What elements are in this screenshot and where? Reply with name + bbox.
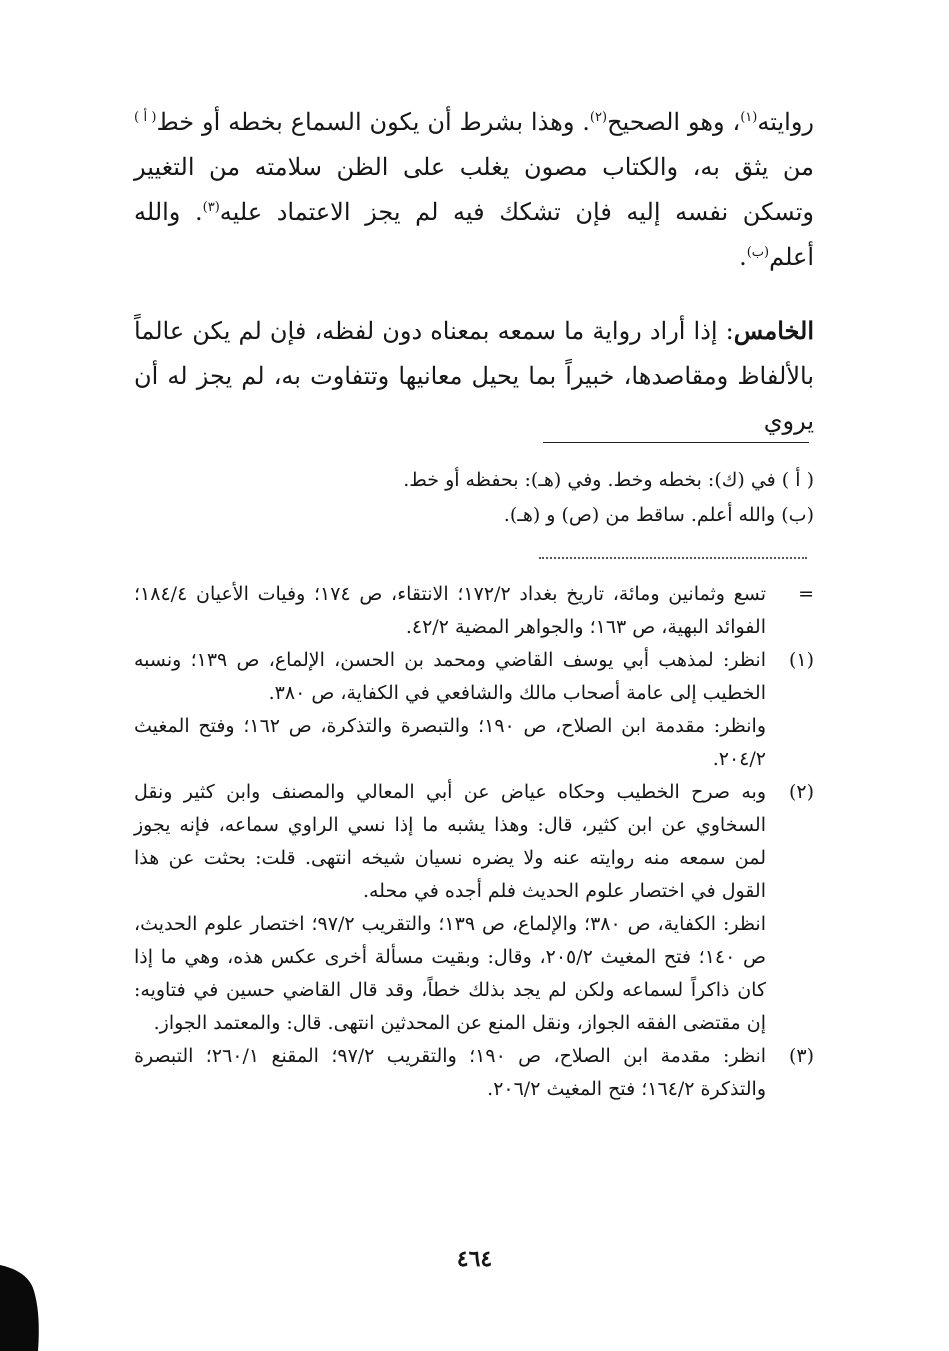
dotted-separator bbox=[539, 557, 807, 559]
variant-ref-a: ( أ ) bbox=[134, 110, 157, 125]
variant-line: (ب) والله أعلم. ساقط من (ص) و (هـ). bbox=[503, 504, 814, 526]
main-text bbox=[134, 100, 814, 444]
footnote-1 bbox=[134, 644, 814, 776]
footnotes bbox=[134, 578, 814, 1106]
text-run: ، وهو الصحيح bbox=[607, 108, 741, 136]
footnote-paragraph: انظر: الكفاية، ص ٣٨٠؛ والإلماع، ص ١٣٩؛ والتقريب ٩٧/٢؛ اختصار علوم الحديث، ص ١٤٠؛ فتح المغيث ٢٠٥/٢، وقال: وبقيت مسألة أخرى عكس هذه، وهي ما إذا كان ذاكراً لسماعه ولكن لم يجد بذلك خطاً، وقد قال القاضي حسين في فتاويه: إن مقتضى الفقه الجواز، ونقل المنع عن المحدثين انتهى. قال: والمعتمد الجواز. bbox=[134, 913, 766, 1034]
text-run: : إذا أراد رواية ما سمعه بمعناه دون لفظه، فإن لم يكن عالماً بالألفاظ ومقاصدها، خبيراً بما يحيل معانيها وتتفاوت به، لم يجز له أن يروي bbox=[134, 317, 814, 435]
footnote-number: (١) bbox=[788, 649, 814, 671]
scan-shadow-edge bbox=[0, 1265, 40, 1351]
main-paragraph-1 bbox=[134, 100, 814, 280]
page-number: ٤٦٤ bbox=[456, 1246, 493, 1272]
footnote-separator-rule bbox=[543, 442, 809, 443]
text-run: روايته bbox=[757, 108, 814, 136]
text-run: . وهذا بشرط أن يكون السماع بخطه أو خط bbox=[156, 108, 590, 136]
footnote-paragraph: وانظر: مقدمة ابن الصلاح، ص ١٩٠؛ والتبصرة والتذكرة، ص ١٦٢؛ وفتح المغيث ٢٠٤/٢. bbox=[134, 715, 767, 770]
footnote-ref-3: (٣) bbox=[202, 200, 220, 215]
footnote-body bbox=[134, 776, 766, 1040]
footnote-paragraph: انظر: مقدمة ابن الصلاح، ص ١٩٠؛ والتقريب ٩٧/٢؛ المقنع ٢٦٠/١؛ التبصرة والتذكرة ١٦٤/٢؛ فتح المغيث ٢٠٦/٢. bbox=[134, 1045, 767, 1100]
footnote-3 bbox=[134, 1040, 814, 1106]
text-run: . bbox=[739, 243, 747, 271]
footnote-body bbox=[134, 1040, 766, 1106]
footnote-body bbox=[134, 644, 766, 776]
variant-readings bbox=[134, 463, 814, 533]
variant-ref-b: (ب) bbox=[746, 245, 770, 260]
footnote-2 bbox=[134, 776, 814, 1040]
section-lead-word: الخامس bbox=[733, 316, 814, 345]
text-run: من يثق به، والكتاب مصون يغلب على الظن سلامته من التغيير وتسكن نفسه إليه فإن تشكك فيه لم يجز الاعتماد عليه bbox=[134, 153, 815, 226]
footnote-continued bbox=[134, 578, 814, 644]
footnote-body bbox=[134, 578, 766, 644]
footnote-number: = bbox=[798, 583, 814, 605]
text-run: . والله أعلم bbox=[134, 198, 814, 271]
main-paragraph-2 bbox=[134, 308, 814, 444]
footnote-paragraph: تسع وثمانين ومائة، تاريخ بغداد ١٧٢/٢؛ الانتقاء، ص ١٧٤؛ وفيات الأعيان ١٨٤/٤؛ الفوائد البهية، ص ١٦٣؛ والجواهر المضية ٤٢/٢. bbox=[134, 583, 766, 638]
footnote-ref-1: (١) bbox=[740, 110, 758, 125]
footnote-number: (٣) bbox=[788, 1045, 814, 1067]
variant-line: ( أ ) في (ك): بخطه وخط. وفي (هـ): بحفظه أو خط. bbox=[403, 469, 814, 491]
footnote-ref-2: (٢) bbox=[589, 110, 608, 125]
footnote-paragraph: انظر: لمذهب أبي يوسف القاضي ومحمد بن الحسن، الإلماع، ص ١٣٩؛ ونسبه الخطيب إلى عامة أصحاب مالك والشافعي في الكفاية، ص ٣٨٠. bbox=[134, 649, 766, 704]
footnote-paragraph: وبه صرح الخطيب وحكاه عياض عن أبي المعالي والمصنف وابن كثير ونقل السخاوي عن ابن كثير، قال: وهذا يشبه ما إذا نسي الراوي سماعه، فإنه يجوز لمن سمعه منه روايته عنه ولا يضره نسيان شيخه انتهى. قلت: بحثت عن هذا القول في اختصار علوم الحديث فلم أجده في محله. bbox=[134, 781, 766, 902]
footnote-number: (٢) bbox=[788, 781, 814, 803]
